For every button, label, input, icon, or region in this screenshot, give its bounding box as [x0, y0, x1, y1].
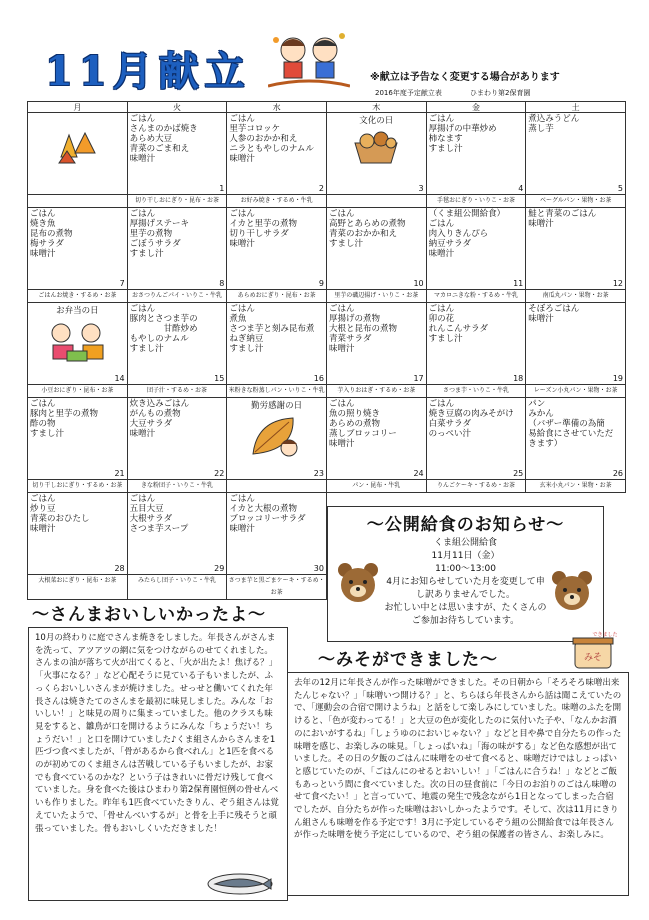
day-number: 18	[513, 374, 524, 383]
pastry-basket-icon	[351, 129, 401, 169]
menu-item: 炒り豆	[30, 504, 56, 514]
snack-cell: さつま芋・いりこ・牛乳	[426, 385, 526, 398]
day-number: 2	[318, 184, 324, 193]
menu-item: 卯の花	[428, 314, 455, 324]
menu-item: 煮魚	[229, 314, 247, 324]
day-event: お弁当の日	[56, 306, 99, 316]
snack-cell: あらめおにぎり・昆布・お茶	[227, 290, 327, 303]
miso-article	[287, 672, 629, 896]
notice-line: 11:00～13:00	[435, 564, 496, 574]
day-cell	[227, 303, 327, 385]
menu-item: 炊き込みごはん	[129, 399, 190, 409]
bear-icon	[550, 569, 594, 613]
menu-item: 鮭と青菜のごはん	[528, 209, 597, 219]
menu-item: 高野とあらめの煮物	[328, 219, 406, 229]
miso-title: ～みそができました～	[318, 650, 498, 670]
snack-cell: 小豆おにぎり・昆布・お茶	[28, 385, 128, 398]
menu-item: 大豆サラダ	[129, 419, 173, 429]
day-cell	[426, 398, 526, 480]
day-number: 30	[313, 564, 324, 573]
menu-item: あらめの煮物	[328, 419, 380, 429]
menu-item: （くま組公開給食）	[428, 209, 506, 219]
day-event: 文化の日	[359, 116, 394, 126]
snack-cell: パン・昆布・牛乳	[326, 480, 426, 493]
menu-item: 厚揚げステーキ	[129, 219, 189, 229]
menu-item: 味噌汁	[229, 154, 255, 164]
autumn-kids-icon	[268, 28, 350, 88]
snack-cell: 手毬おにぎり・いりこ・お茶	[426, 195, 526, 208]
day-number: 25	[513, 469, 524, 478]
menu-item: そぼろごはん	[528, 304, 580, 314]
day-number: 19	[612, 374, 623, 383]
day-number: 5	[617, 184, 623, 193]
bear-icon	[336, 561, 380, 605]
day-cell	[127, 493, 227, 575]
menu-item: 味噌汁	[528, 314, 554, 324]
menu-item: もやしのナムル	[129, 334, 189, 344]
menu-item: ごはん	[129, 304, 156, 314]
menu-item: 味噌汁	[328, 439, 355, 449]
menu-item: みかん	[528, 409, 554, 419]
menu-item: さつま芋と刻み昆布煮	[229, 324, 315, 334]
menu-item: 味噌汁	[30, 249, 56, 259]
menu-item: ごはん	[129, 494, 156, 504]
menu-item: ごぼうサラダ	[129, 239, 181, 249]
menu-item: 里芋の煮物	[129, 229, 173, 239]
menu-item: 青菜のごま和え	[129, 144, 190, 154]
day-number: 14	[114, 374, 125, 383]
weekday-header: 土	[526, 102, 626, 113]
menu-item: がんもの煮物	[129, 409, 181, 419]
day-cell	[326, 303, 426, 385]
weekday-header: 火	[127, 102, 227, 113]
menu-item: さつま芋スープ	[129, 524, 189, 534]
snack-cell	[326, 195, 426, 208]
autumn-leaves-icon	[55, 127, 99, 171]
snack-cell: 切り干しおにぎり・昆布・お茶	[127, 195, 227, 208]
menu-item: ごはん	[30, 209, 56, 219]
menu-item: ごはん	[229, 494, 255, 504]
menu-item: ねぎ納豆	[229, 334, 264, 344]
menu-item: 甘酢炒め	[129, 324, 198, 334]
snack-cell: さつま芋と黒ごまケーキ・するめ・お茶	[227, 575, 327, 600]
menu-item: ごはん	[428, 399, 455, 409]
day-cell	[127, 303, 227, 385]
snack-cell: ごはんお焼き・するめ・お茶	[28, 290, 128, 303]
snack-row	[28, 480, 626, 493]
day-cell	[426, 303, 526, 385]
day-cell	[28, 303, 128, 385]
weekday-header: 水	[227, 102, 327, 113]
day-cell	[28, 113, 128, 195]
weekday-header: 金	[426, 102, 526, 113]
menu-item: すまし汁	[30, 429, 65, 439]
menu-item: 豚肉と里芋の煮物	[30, 409, 99, 419]
notice-text: ※献立は予告なく変更する場合があります	[370, 72, 560, 83]
menu-item: 昆布の煮物	[30, 229, 73, 239]
miso-text: 去年の12月に年長さんが作った味噌ができました。その日朝から「そろそろ味噌出来たんじゃない？」「味噌いつ開ける？」と、ちらほら年長さんから話は聞こえていたので、「運動会の合宿で開けようね」と話をして楽しみにしていました。味噌のふたを開けると、「色が変わってる！」と大豆の色が変化したのに気付いた子や、「なんかお酒のにおいがするね」「しょうゆのにおいじゃない？」などと目や鼻で自分たちの作った味噌を感じ、お楽しみの味見。「しょっぱいね」「海の味がする」など色な感想が出ていました。その日の夕飯のごはんに味噌をのせて食べると、味噌だけではしょっぱいと感じていたのが、「ごはんにのせるとおいしい！」「ごはんに合うね！」などとご飯もあっという間に食べていました。次の日の昼食前に「今日のお泊りのごはん味噌のせて食べたい！」と言っていて、地震の発生で残念ながら1日となってしまった合宿でしたが、自分たちが作った味噌はおいしかったようです。そして、次は11月にきりん組さんも味噌を作る予定です！3月に予定しているぞう組の公開給食では年長さんが作った味噌を使う予定にしているので、ぞう組の保護者の皆さん、お楽しみに。	[294, 678, 622, 841]
day-number: 10	[413, 279, 424, 288]
day-cell	[227, 113, 327, 195]
day-number: 1	[219, 184, 225, 193]
snack-cell: きな粉団子・いりこ・牛乳	[127, 480, 227, 493]
menu-item: 青菜のおかか和え	[328, 229, 397, 239]
snack-row	[28, 385, 626, 398]
snack-cell: 玄米小丸パン・果物・お茶	[526, 480, 626, 493]
menu-item: ごはん	[129, 114, 156, 124]
day-cell	[227, 493, 327, 575]
menu-item: ニラともやしのナムル	[229, 144, 314, 154]
menu-item: すまし汁	[428, 334, 463, 344]
day-cell	[28, 493, 128, 575]
sanma-text: 10月の終わりに庭でさんま焼きをしました。年長さんがさんまを洗って、アツアツの網に気をつけながらのせてくれました。さんまの油が落ちて火が出てくると、「火が出たよ！焦げる？」「火事になる？」など心配そうに見ている子もいましたが、ふっくらおいしいさんまが焼けました。せっせと働いてくれた年長さんは焼きたてのさんまを最初に味見しました。みんな「おいしい！」と味見の周りに集まっていました。他のクラスも味見をすると、雛鳥が口を開けるようにみんな「ちょうだい！ちょうだい！」と口を開けていました♪くま組さんからさんまを1匹づつ食べましたが、「骨があるから食べれん」と1匹を食べるのが初めてのくま組さんは苦戦している子もいましたが、お家でも食べているのかな？という子はきれいに骨だけ残して食べていました。身を食べた後はひまわり第2保育園恒例の骨せんべいも作りました。昨年も1匹食べていたきりん、ぞう組さんは覚えていたようで、「骨せんべいするが」と骨を上手に残そうと頑張っていました。骨もおいしくいただきました！	[35, 633, 279, 834]
day-number: 17	[413, 374, 424, 383]
menu-item: すまし汁	[129, 344, 164, 354]
snack-cell: ベーグルパン・果物・お茶	[526, 195, 626, 208]
snack-cell	[28, 195, 128, 208]
menu-item: 大根サラダ	[129, 514, 173, 524]
menu-item: 焼き豆腐の肉みそがけ	[428, 409, 514, 419]
menu-item: 味噌汁	[528, 219, 554, 229]
day-number: 24	[413, 469, 424, 478]
menu-item: 味噌汁	[229, 524, 255, 534]
day-number: 8	[219, 279, 225, 288]
notice-line: 4月にお知らせしていた月を変更して申	[386, 577, 545, 587]
day-cell	[526, 208, 626, 290]
miso-badge: できました	[592, 632, 618, 638]
menu-item: ごはん	[428, 219, 455, 229]
menu-item: 白菜サラダ	[428, 419, 472, 429]
menu-item: ごはん	[328, 304, 355, 314]
menu-item: 厚揚げの中華炒め	[428, 124, 497, 134]
week-row	[28, 208, 626, 290]
week-row	[28, 303, 626, 385]
menu-item: ごはん	[229, 114, 255, 124]
menu-item: ごはん	[229, 304, 255, 314]
menu-item: 切り干しサラダ	[229, 229, 289, 239]
menu-item: ブロッコリーサラダ	[229, 514, 306, 524]
menu-item: 肉入りきんぴら	[428, 229, 489, 239]
menu-item: イカと大根の煮物	[229, 504, 298, 514]
menu-item: ごはん	[428, 114, 455, 124]
menu-item: すまし汁	[229, 344, 264, 354]
snack-cell: 南瓜丸パン・果物・お茶	[526, 290, 626, 303]
menu-item: 青菜サラダ	[328, 334, 372, 344]
menu-item: 焼き魚	[30, 219, 56, 229]
menu-item: ごはん	[129, 209, 156, 219]
menu-item: 味噌汁	[129, 429, 156, 439]
fallen-leaf-icon	[249, 414, 305, 464]
menu-item: すまし汁	[328, 239, 363, 249]
menu-item: さんまのかば焼き	[129, 124, 198, 134]
sanma-article	[28, 627, 288, 901]
day-cell	[426, 208, 526, 290]
lunchbox-kids-icon	[47, 319, 107, 369]
day-event: 勤労感謝の日	[251, 401, 303, 411]
menu-item: パン	[528, 399, 546, 409]
page-title: 11月献立	[45, 48, 251, 95]
notice-line: 11月11日（金）	[431, 551, 500, 561]
day-cell	[28, 398, 128, 480]
day-number: 26	[612, 469, 623, 478]
menu-item: 易給食にさせていただ	[528, 429, 614, 439]
menu-item: 五目大豆	[129, 504, 164, 514]
day-cell	[526, 398, 626, 480]
snack-row	[28, 290, 626, 303]
menu-item: 味噌汁	[428, 249, 455, 259]
day-number: 12	[612, 279, 623, 288]
menu-item: すまし汁	[129, 249, 164, 259]
menu-item: 酢の物	[30, 419, 56, 429]
menu-item: 柿なます	[428, 134, 463, 144]
day-cell	[326, 208, 426, 290]
nursery-name: ひまわり第2保育園	[470, 89, 531, 97]
lunch-notice-title: ～公開給食のお知らせ～	[366, 515, 565, 535]
menu-item: すまし汁	[428, 144, 463, 154]
plan-label: 2016年度予定献立表	[375, 89, 442, 97]
menu-item: ごはん	[328, 399, 355, 409]
day-number: 28	[114, 564, 125, 573]
day-number: 9	[318, 279, 324, 288]
menu-item: 豚肉とさつま芋の	[129, 314, 198, 324]
menu-item: 大根と昆布の煮物	[328, 324, 397, 334]
day-cell	[426, 113, 526, 195]
svg-text:みそ: みそ	[583, 653, 603, 663]
day-number: 3	[418, 184, 424, 193]
day-cell	[127, 113, 227, 195]
day-cell	[28, 208, 128, 290]
grilled-fish-icon	[205, 868, 275, 896]
weekday-header: 月	[28, 102, 128, 113]
sanma-title: ～さんまおいしいかったよ～	[32, 605, 266, 625]
snack-cell: 切り干しおにぎり・するめ・お茶	[28, 480, 128, 493]
day-number: 23	[313, 469, 324, 478]
week-row	[28, 398, 626, 480]
day-cell	[526, 113, 626, 195]
day-cell	[227, 398, 327, 480]
notice-line: ご参加お待ちしています。	[411, 616, 520, 626]
day-cell	[326, 113, 426, 195]
menu-item: イカと里芋の煮物	[229, 219, 298, 229]
day-number: 22	[214, 469, 225, 478]
snack-cell	[227, 480, 327, 493]
day-number: 16	[313, 374, 324, 383]
miso-jar-icon	[565, 628, 621, 670]
menu-item: 魚の照り焼き	[328, 409, 380, 419]
menu-item: 里芋コロッケ	[229, 124, 281, 134]
menu-item: 青菜のおひたし	[30, 514, 90, 524]
day-number: 15	[214, 374, 225, 383]
day-cell	[326, 398, 426, 480]
snack-cell: おさつりんごパイ・いりこ・牛乳	[127, 290, 227, 303]
menu-item: 梅サラダ	[30, 239, 64, 249]
menu-item: 煮込みうどん	[528, 114, 580, 124]
menu-item: ごはん	[30, 399, 56, 409]
menu-item: 厚揚げの煮物	[328, 314, 380, 324]
day-number: 21	[114, 469, 125, 478]
snack-cell: 団子汁・するめ・お茶	[127, 385, 227, 398]
snack-cell: 米粉きな粉蒸しパン・いりこ・牛乳	[227, 385, 327, 398]
day-number: 4	[518, 184, 524, 193]
menu-item: 味噌汁	[129, 154, 156, 164]
notice-line: し訳ありませんでした。	[415, 590, 515, 600]
menu-item: ごはん	[328, 209, 355, 219]
menu-item: ごはん	[229, 209, 255, 219]
snack-cell: 芋入りおはぎ・するめ・お茶	[326, 385, 426, 398]
snack-cell: みたらし団子・いりこ・牛乳	[127, 575, 227, 600]
snack-cell: 里芋の磯辺揚げ・いりこ・お茶	[326, 290, 426, 303]
notice-line: くま組公開給食	[433, 538, 497, 548]
week-row	[28, 113, 626, 195]
snack-row	[28, 195, 626, 208]
menu-item: （バザー準備の為簡	[528, 419, 605, 429]
menu-item: れんこんサラダ	[428, 324, 489, 334]
menu-item: 蒸し芋	[528, 124, 554, 134]
menu-item: ごはん	[30, 494, 56, 504]
menu-item: きます）	[528, 439, 563, 449]
menu-item: 蒸しブロッコリー	[328, 429, 397, 439]
day-number: 11	[513, 279, 524, 288]
day-cell	[127, 398, 227, 480]
day-number: 7	[119, 279, 125, 288]
snack-cell: お好み焼き・するめ・牛乳	[227, 195, 327, 208]
snack-cell: マカロニきな粉・するめ・牛乳	[426, 290, 526, 303]
menu-item: あらめ大豆	[129, 134, 173, 144]
day-cell	[227, 208, 327, 290]
weekday-header: 木	[326, 102, 426, 113]
menu-item: 人参のおかか和え	[229, 134, 298, 144]
notice-line: お忙しい中とは思いますが、たくさんの	[384, 603, 547, 613]
menu-item: 納豆サラダ	[428, 239, 472, 249]
lunch-notice-box	[327, 506, 604, 642]
day-number: 29	[214, 564, 225, 573]
snack-cell: 大根菜おにぎり・昆布・お茶	[28, 575, 128, 600]
menu-item: 味噌汁	[229, 239, 255, 249]
snack-cell: レーズン小丸パン・果物・お茶	[526, 385, 626, 398]
menu-item: 味噌汁	[328, 344, 355, 354]
menu-item: 味噌汁	[30, 524, 56, 534]
snack-cell: りんごケーキ・するめ・お茶	[426, 480, 526, 493]
day-cell	[526, 303, 626, 385]
day-cell	[127, 208, 227, 290]
menu-item: のっぺい汁	[428, 429, 472, 439]
menu-item: ごはん	[428, 304, 455, 314]
